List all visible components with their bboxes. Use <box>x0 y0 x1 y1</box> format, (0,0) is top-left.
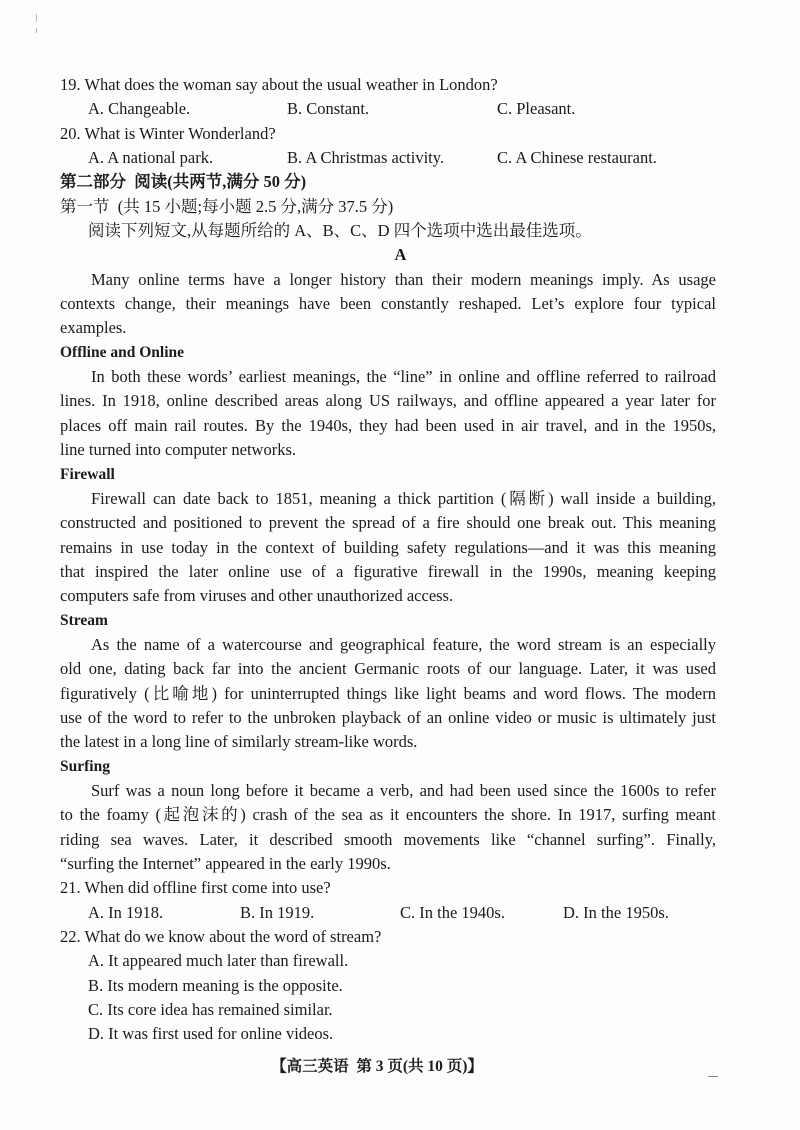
question-22-stem: 22. What do we know about the word of stream? <box>60 927 382 947</box>
paragraph-line: computers safe from viruses and other unauthorized access. <box>60 586 454 606</box>
scan-artifact <box>36 14 37 22</box>
paragraph-line: remains in use today in the context of building safety regulations—and it was this meaning <box>60 537 716 557</box>
passage-label: A <box>394 245 407 265</box>
paragraph-line: to the foamy (起泡沫的) crash of the sea as it encounters the shore. In 1917, surfing meant <box>60 805 716 825</box>
question-19-stem: 19. What does the woman say about the usual weather in London? <box>60 75 498 94</box>
paragraph-line: In both these words’ earliest meanings, the “line” in online and offline referred to railroad <box>91 367 716 387</box>
paragraph-line: the latest in a long line of similarly stream-like words. <box>60 732 418 752</box>
question-21-stem: 21. When did offline first come into use? <box>60 878 331 898</box>
paragraph-line: old one, dating back far into the ancient Germanic roots of our language. Later, it was used <box>60 659 716 679</box>
question-21-options <box>60 901 716 925</box>
section-heading-firewall: Firewall <box>60 465 115 483</box>
paragraph-line: lines. In 1918, online described areas along US railways, and offline appeared a year later for <box>60 391 716 411</box>
question-19-options <box>60 97 716 121</box>
question-22-option-a: A. It appeared much later than firewall. <box>88 951 349 971</box>
paragraph-line: As the name of a watercourse and geographical feature, the word stream is an especially <box>91 634 716 654</box>
paragraph-line: “surfing the Internet” appeared in the early 1990s. <box>60 854 391 873</box>
paragraph-line: that inspired the later online use of a figurative firewall in the 1990s, meaning keeping <box>60 561 716 581</box>
section-heading-offline-online: Offline and Online <box>60 343 185 361</box>
part-title: 第二部分 阅读(共两节,满分 50 分) <box>60 172 307 192</box>
page-footer: 【高三英语 第 3 页(共 10 页)】 <box>271 1058 483 1075</box>
scan-artifact <box>36 28 37 33</box>
question-19-option-c: C. Pleasant. <box>497 99 576 119</box>
question-20-option-a: A. A national park. <box>88 148 214 168</box>
question-20-options <box>60 146 716 170</box>
question-21-option-d: D. In the 1950s. <box>563 902 669 922</box>
question-22-option-d: D. It was first used for online videos. <box>88 1024 334 1044</box>
question-20-option-c: C. A Chinese restaurant. <box>497 148 657 168</box>
section-heading-surfing: Surfing <box>60 757 110 775</box>
paragraph-line: Firewall can date back to 1851, meaning a thick partition (隔断) wall inside a building, <box>91 488 716 508</box>
question-22-option-c: C. Its core idea has remained similar. <box>88 1000 333 1020</box>
question-20-stem: 20. What is Winter Wonderland? <box>60 123 276 143</box>
question-19-option-a: A. Changeable. <box>88 99 191 119</box>
section-heading-stream: Stream <box>60 611 108 629</box>
paragraph-line: line turned into computer networks. <box>60 440 296 460</box>
paragraph-line: places off main rail routes. By the 1940s, they had been used in air travel, and in the 1950s, <box>60 415 716 435</box>
paragraph-line: Surf was a noun long before it became a verb, and had been used since the 1600s to refer <box>91 780 716 800</box>
question-22-option-b: B. Its modern meaning is the opposite. <box>88 975 343 995</box>
question-21-option-a: A. In 1918. <box>88 902 164 922</box>
question-20-option-b: B. A Christmas activity. <box>287 148 445 168</box>
paragraph-line: figuratively (比喻地) for uninterrupted things like light beams and word flows. The modern <box>60 683 716 703</box>
section-title: 第一节 (共 15 小题;每小题 2.5 分,满分 37.5 分) <box>60 196 394 216</box>
passage-intro-line: contexts change, their meanings have been constantly reshaped. Let’s explore four typical <box>60 294 716 314</box>
question-21-option-b: B. In 1919. <box>240 902 315 922</box>
paragraph-line: use of the word to refer to the unbroken playback of an online video or music is ultimately just <box>60 707 716 727</box>
question-19-option-b: B. Constant. <box>287 99 370 119</box>
exam-page <box>60 73 716 1047</box>
passage-intro-line: examples. <box>60 318 127 338</box>
question-21-option-c: C. In the 1940s. <box>400 902 505 922</box>
paragraph-line: riding sea waves. Later, it described smooth movements like “channel surfing”. Finally, <box>60 829 716 849</box>
scan-artifact <box>708 1076 718 1077</box>
passage-intro-line: Many online terms have a longer history than their modern meanings imply. As usage <box>91 269 716 289</box>
paragraph-line: constructed and positioned to prevent the spread of a fire should one break out. This meaning <box>60 513 716 533</box>
reading-instruction: 阅读下列短文,从每题所给的 A、B、C、D 四个选项中选出最佳选项。 <box>88 221 592 241</box>
